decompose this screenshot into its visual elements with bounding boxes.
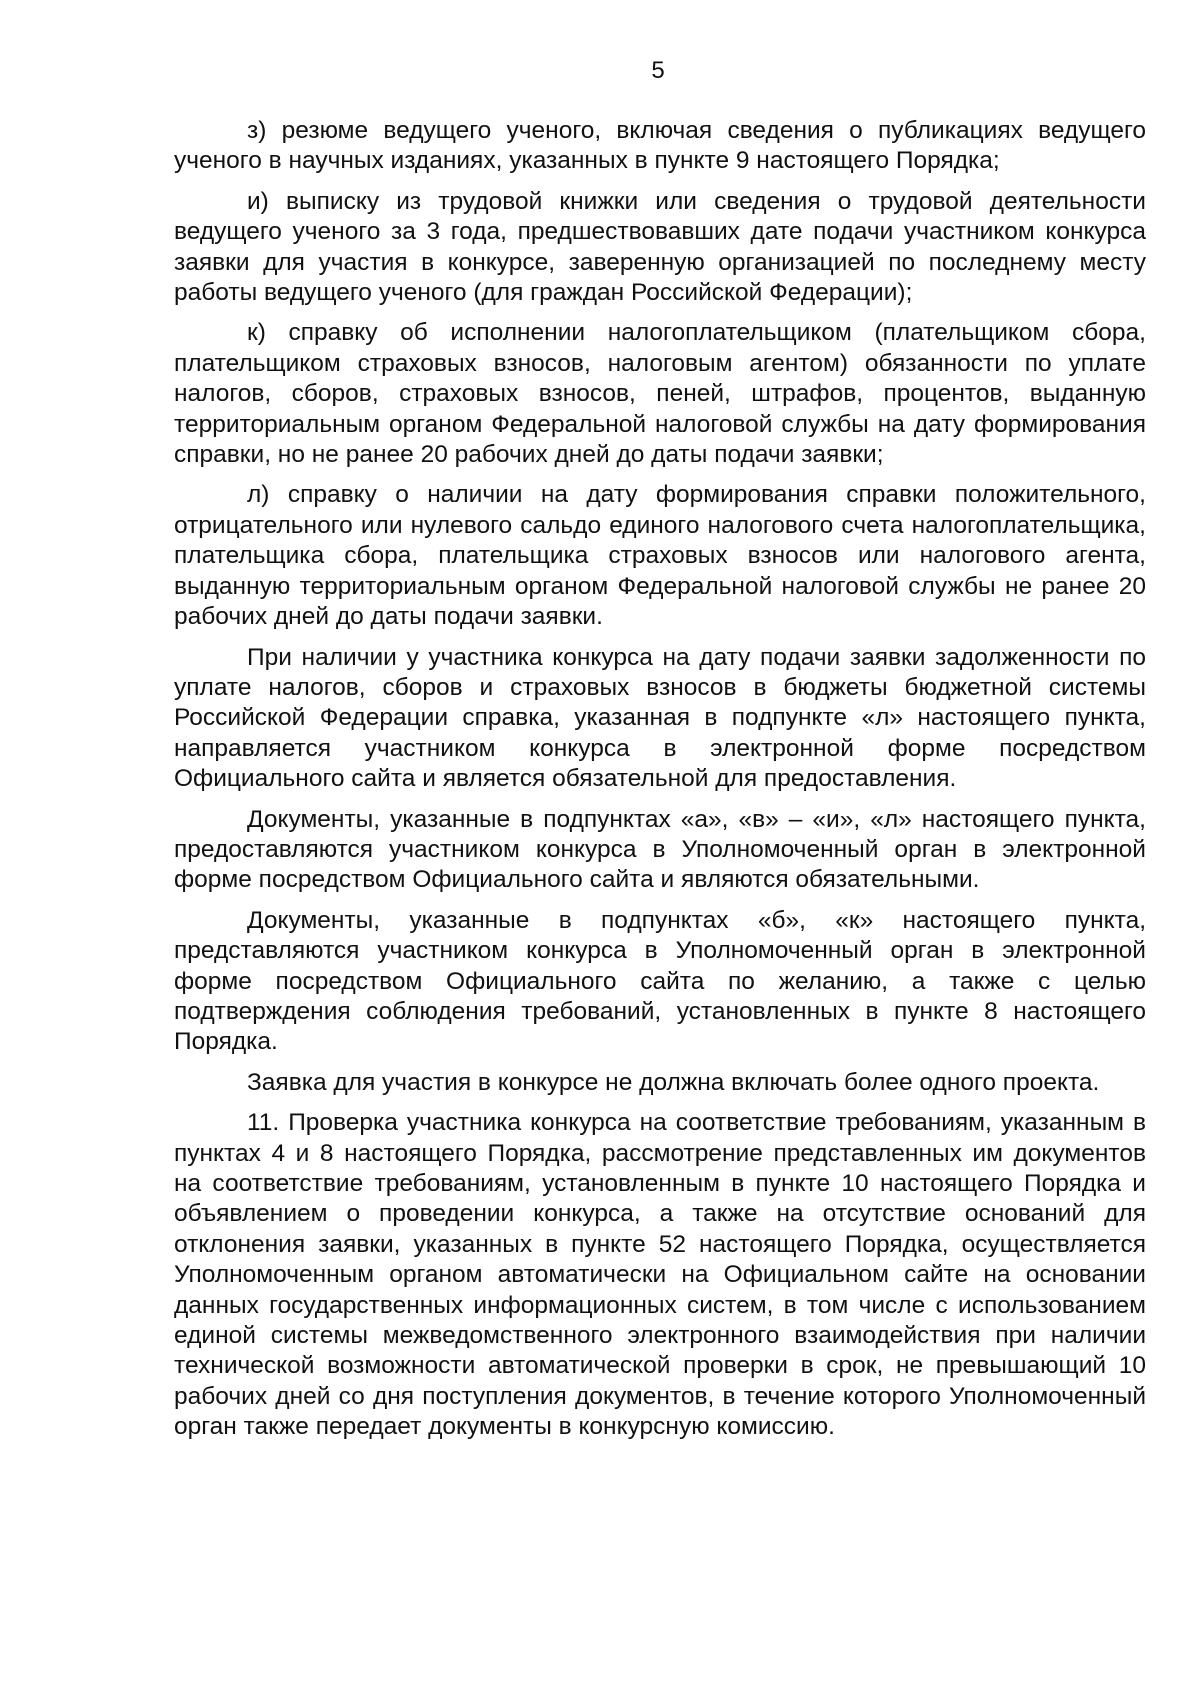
paragraph-l-tax-balance-certificate: л) справку о наличии на дату формирования справки положительного, отрицательного или нулевого сальдо единого налогового счета налогоплательщика, плательщика сбора, плательщика страховых взносов или налогового агента, выданную территориальным органом Федеральной налоговой службы не ранее 20 рабочих дней до даты подачи заявки.: [174, 481, 1146, 631]
paragraph-z-resume: з) резюме ведущего ученого, включая сведения о публикациях ведущего ученого в научных изданиях, указанных в пункте 9 настоящего Порядка;: [174, 117, 1146, 175]
paragraph-optional-documents: Документы, указанные в подпунктах «б», «к» настоящего пункта, представляются участником конкурса в Уполномоченный орган в электронной форме посредством Официального сайта по желанию, а также с целью подтверждения соблюдения требований, установленных в пункте 8 настоящего Порядка.: [174, 906, 1146, 1056]
paragraph-k-tax-certificate: к) справку об исполнении налогоплательщиком (плательщиком сбора, плательщиком страховых взносов, налоговым агентом) обязанности по уплате налогов, сборов, страховых взносов, пеней, штрафов, процентов, выданную территориальным органом Федеральной налоговой службы на дату формирования справки, но не ранее 20 рабочих дней до даты подачи заявки;: [174, 319, 1146, 469]
paragraph-single-project: Заявка для участия в конкурсе не должна включать более одного проекта.: [247, 1068, 1100, 1096]
page-number: 5: [651, 57, 665, 84]
paragraph-mandatory-documents: Документы, указанные в подпунктах «а», «в» – «и», «л» настоящего пункта, предоставляются участником конкурса в Уполномоченный орган в электронной форме посредством Официального сайта и являются обязательными.: [174, 805, 1146, 894]
paragraph-debt-certificate: При наличии у участника конкурса на дату подачи заявки задолженности по уплате налогов, сборов и страховых взносов в бюджеты бюджетной системы Российской Федерации справка, указанная в подпункте «л» настоящего пункта, направляется участником конкурса в электронной форме посредством Официального сайта и является обязательной для предоставления.: [174, 643, 1146, 793]
paragraph-i-employment-record: и) выписку из трудовой книжки или сведения о трудовой деятельности ведущего ученого за 3 года, предшествовавших дате подачи участником конкурса заявки для участия в конкурсе, заверенную организацией по последнему месту работы ведущего ученого (для граждан Российской Федерации);: [174, 187, 1146, 307]
document-body: [174, 116, 1146, 1453]
paragraph-11-verification: 11. Проверка участника конкурса на соответствие требованиям, указанным в пунктах 4 и 8 настоящего Порядка, рассмотрение представленных им документов на соответствие требованиям, установленным в пункте 10 настоящего Порядка и объявлением о проведении конкурса, а также на отсутствие оснований для отклонения заявки, указанных в пункте 52 настоящего Порядка, осуществляется Уполномоченным органом автоматически на Официальном сайте на основании данных государственных информационных систем, в том числе с использованием единой системы межведомственного электронного взаимодействия при наличии технической возможности автоматической проверки в срок, не превышающий 10 рабочих дней со дня поступления документов, в течение которого Уполномоченный орган также передает документы в конкурсную комиссию.: [174, 1109, 1146, 1441]
